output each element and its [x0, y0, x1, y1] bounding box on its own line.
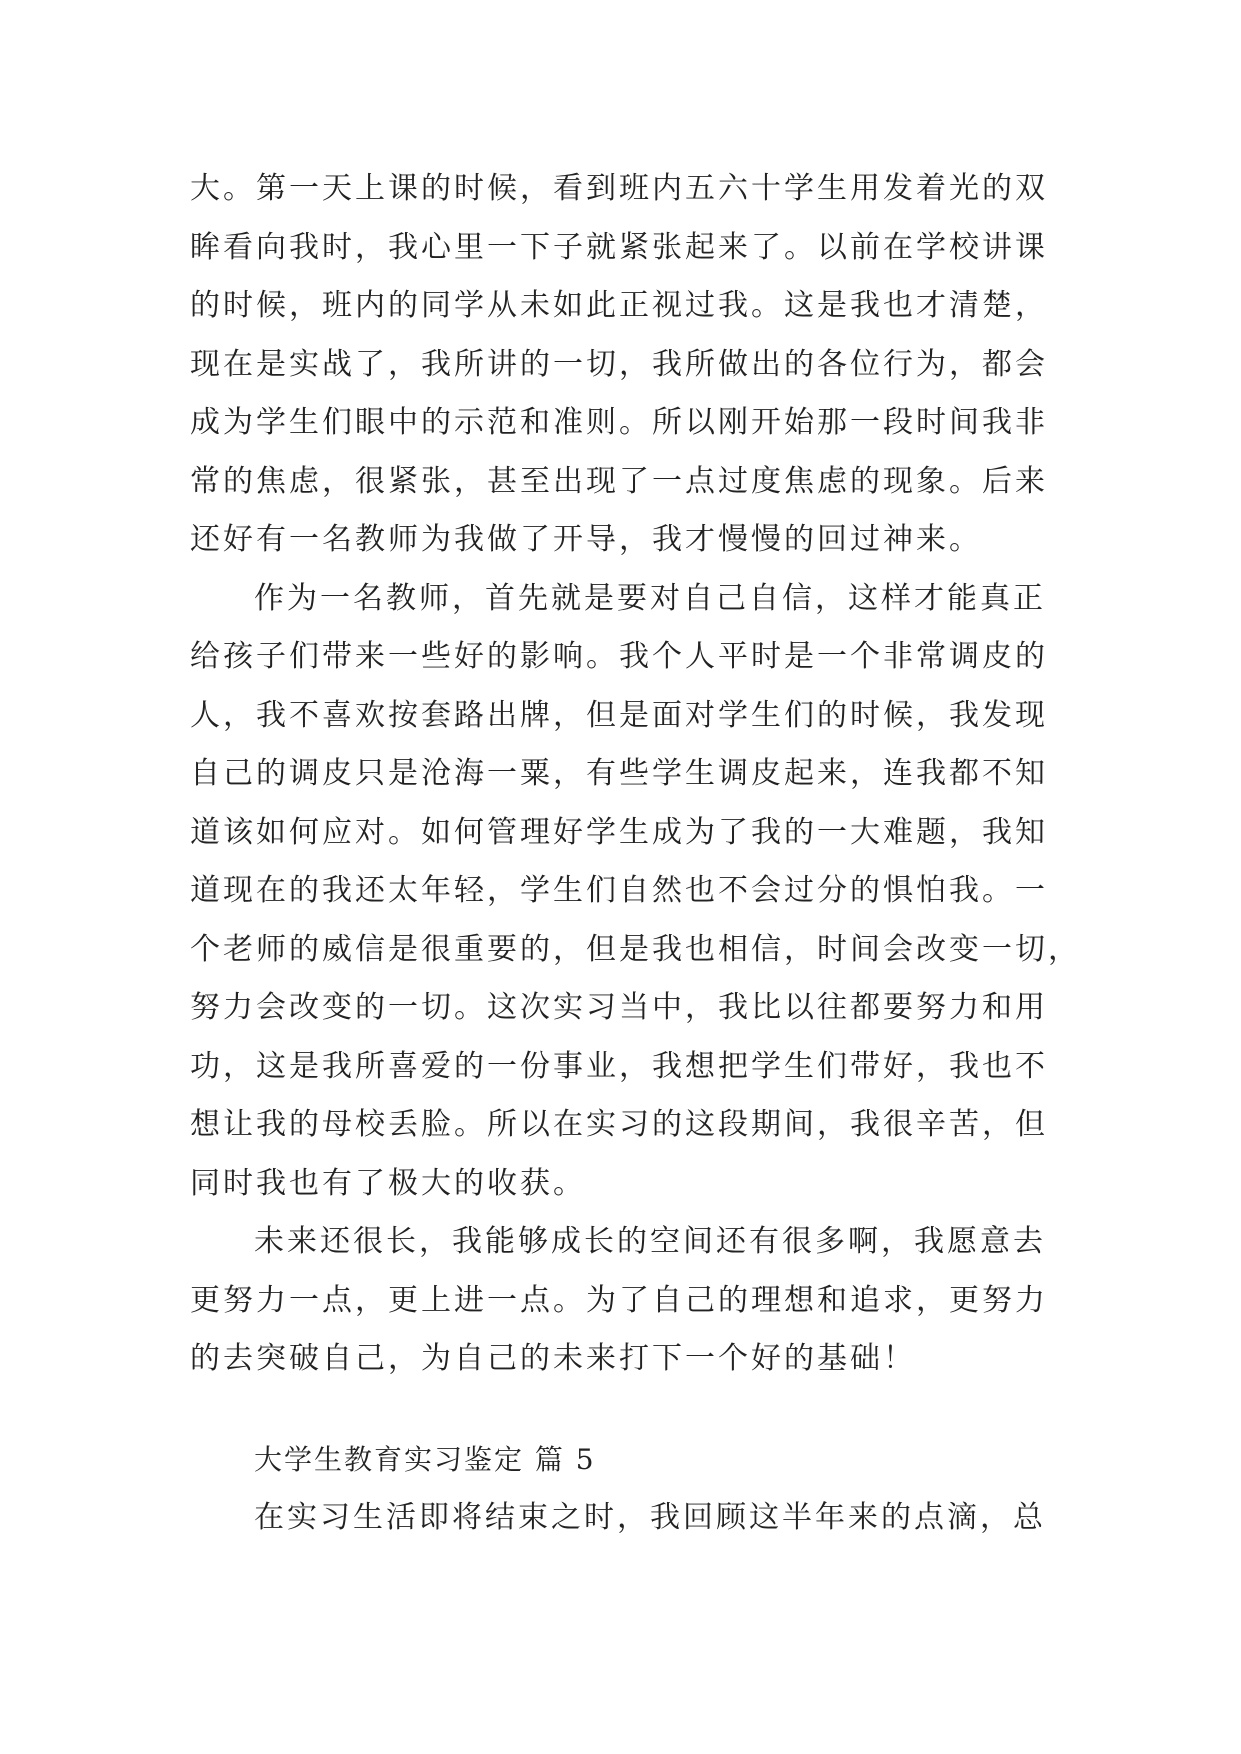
text-line: 自己的调皮只是沧海一粟，有些学生调皮起来，连我都不知: [190, 756, 1048, 791]
text-line: 成为学生们眼中的示范和准则。所以刚开始那一段时间我非: [190, 405, 1048, 440]
text-line: 未来还很长，我能够成长的空间还有很多啊，我愿意去: [254, 1224, 1046, 1259]
text-line: 大。第一天上课的时候，看到班内五六十学生用发着光的双: [190, 171, 1048, 206]
text-line: 道该如何应对。如何管理好学生成为了我的一大难题，我知: [190, 814, 1048, 850]
section-spacer: [190, 1389, 1060, 1431]
text-line: 个老师的威信是很重要的，但是我也相信，时间会改变一切，: [190, 931, 1081, 967]
text-line: 努力会改变的一切。这次实习当中，我比以往都要努力和用: [190, 990, 1048, 1025]
text-line: 的去突破自己，为自己的未来打下一个好的基础！: [190, 1341, 916, 1376]
text-line: 更努力一点，更上进一点。为了自己的理想和追求，更努力: [190, 1282, 1048, 1318]
text-line: 的时候，班内的同学从未如此正视过我。这是我也才清楚，: [190, 288, 1048, 323]
text-line: 眸看向我时，我心里一下子就紧张起来了。以前在学校讲课: [190, 229, 1048, 265]
text-line: 作为一名教师，首先就是要对自己自信，这样才能真正: [254, 580, 1046, 616]
paragraph-4: [190, 1489, 1060, 1548]
text-line: 常的焦虑，很紧张，甚至出现了一点过度焦虑的现象。后来: [190, 463, 1048, 499]
text-line: 还好有一名教师为我做了开导，我才慢慢的回过神来。: [190, 522, 982, 557]
paragraph-3: [190, 1213, 1060, 1389]
text-line: 想让我的母校丢脸。所以在实习的这段期间，我很辛苦，但: [190, 1107, 1048, 1142]
section-heading: 大学生教育实习鉴定 篇 5: [254, 1442, 596, 1476]
text-line: 功，这是我所喜爱的一份事业，我想把学生们带好，我也不: [190, 1048, 1048, 1084]
paragraph-2: [190, 570, 1081, 1214]
text-line: 现在是实战了，我所讲的一切，我所做出的各位行为，都会: [190, 346, 1048, 382]
document-body: [190, 160, 1081, 1548]
text-line: 道现在的我还太年轻，学生们自然也不会过分的惧怕我。一: [190, 873, 1048, 908]
paragraph-1: [190, 160, 1060, 570]
text-line: 同时我也有了极大的收获。: [190, 1165, 586, 1201]
text-line: 人，我不喜欢按套路出牌，但是面对学生们的时候，我发现: [190, 697, 1048, 733]
text-line: 给孩子们带来一些好的影响。我个人平时是一个非常调皮的: [190, 639, 1048, 674]
text-line: 在实习生活即将结束之时，我回顾这半年来的点滴，总: [254, 1500, 1046, 1535]
